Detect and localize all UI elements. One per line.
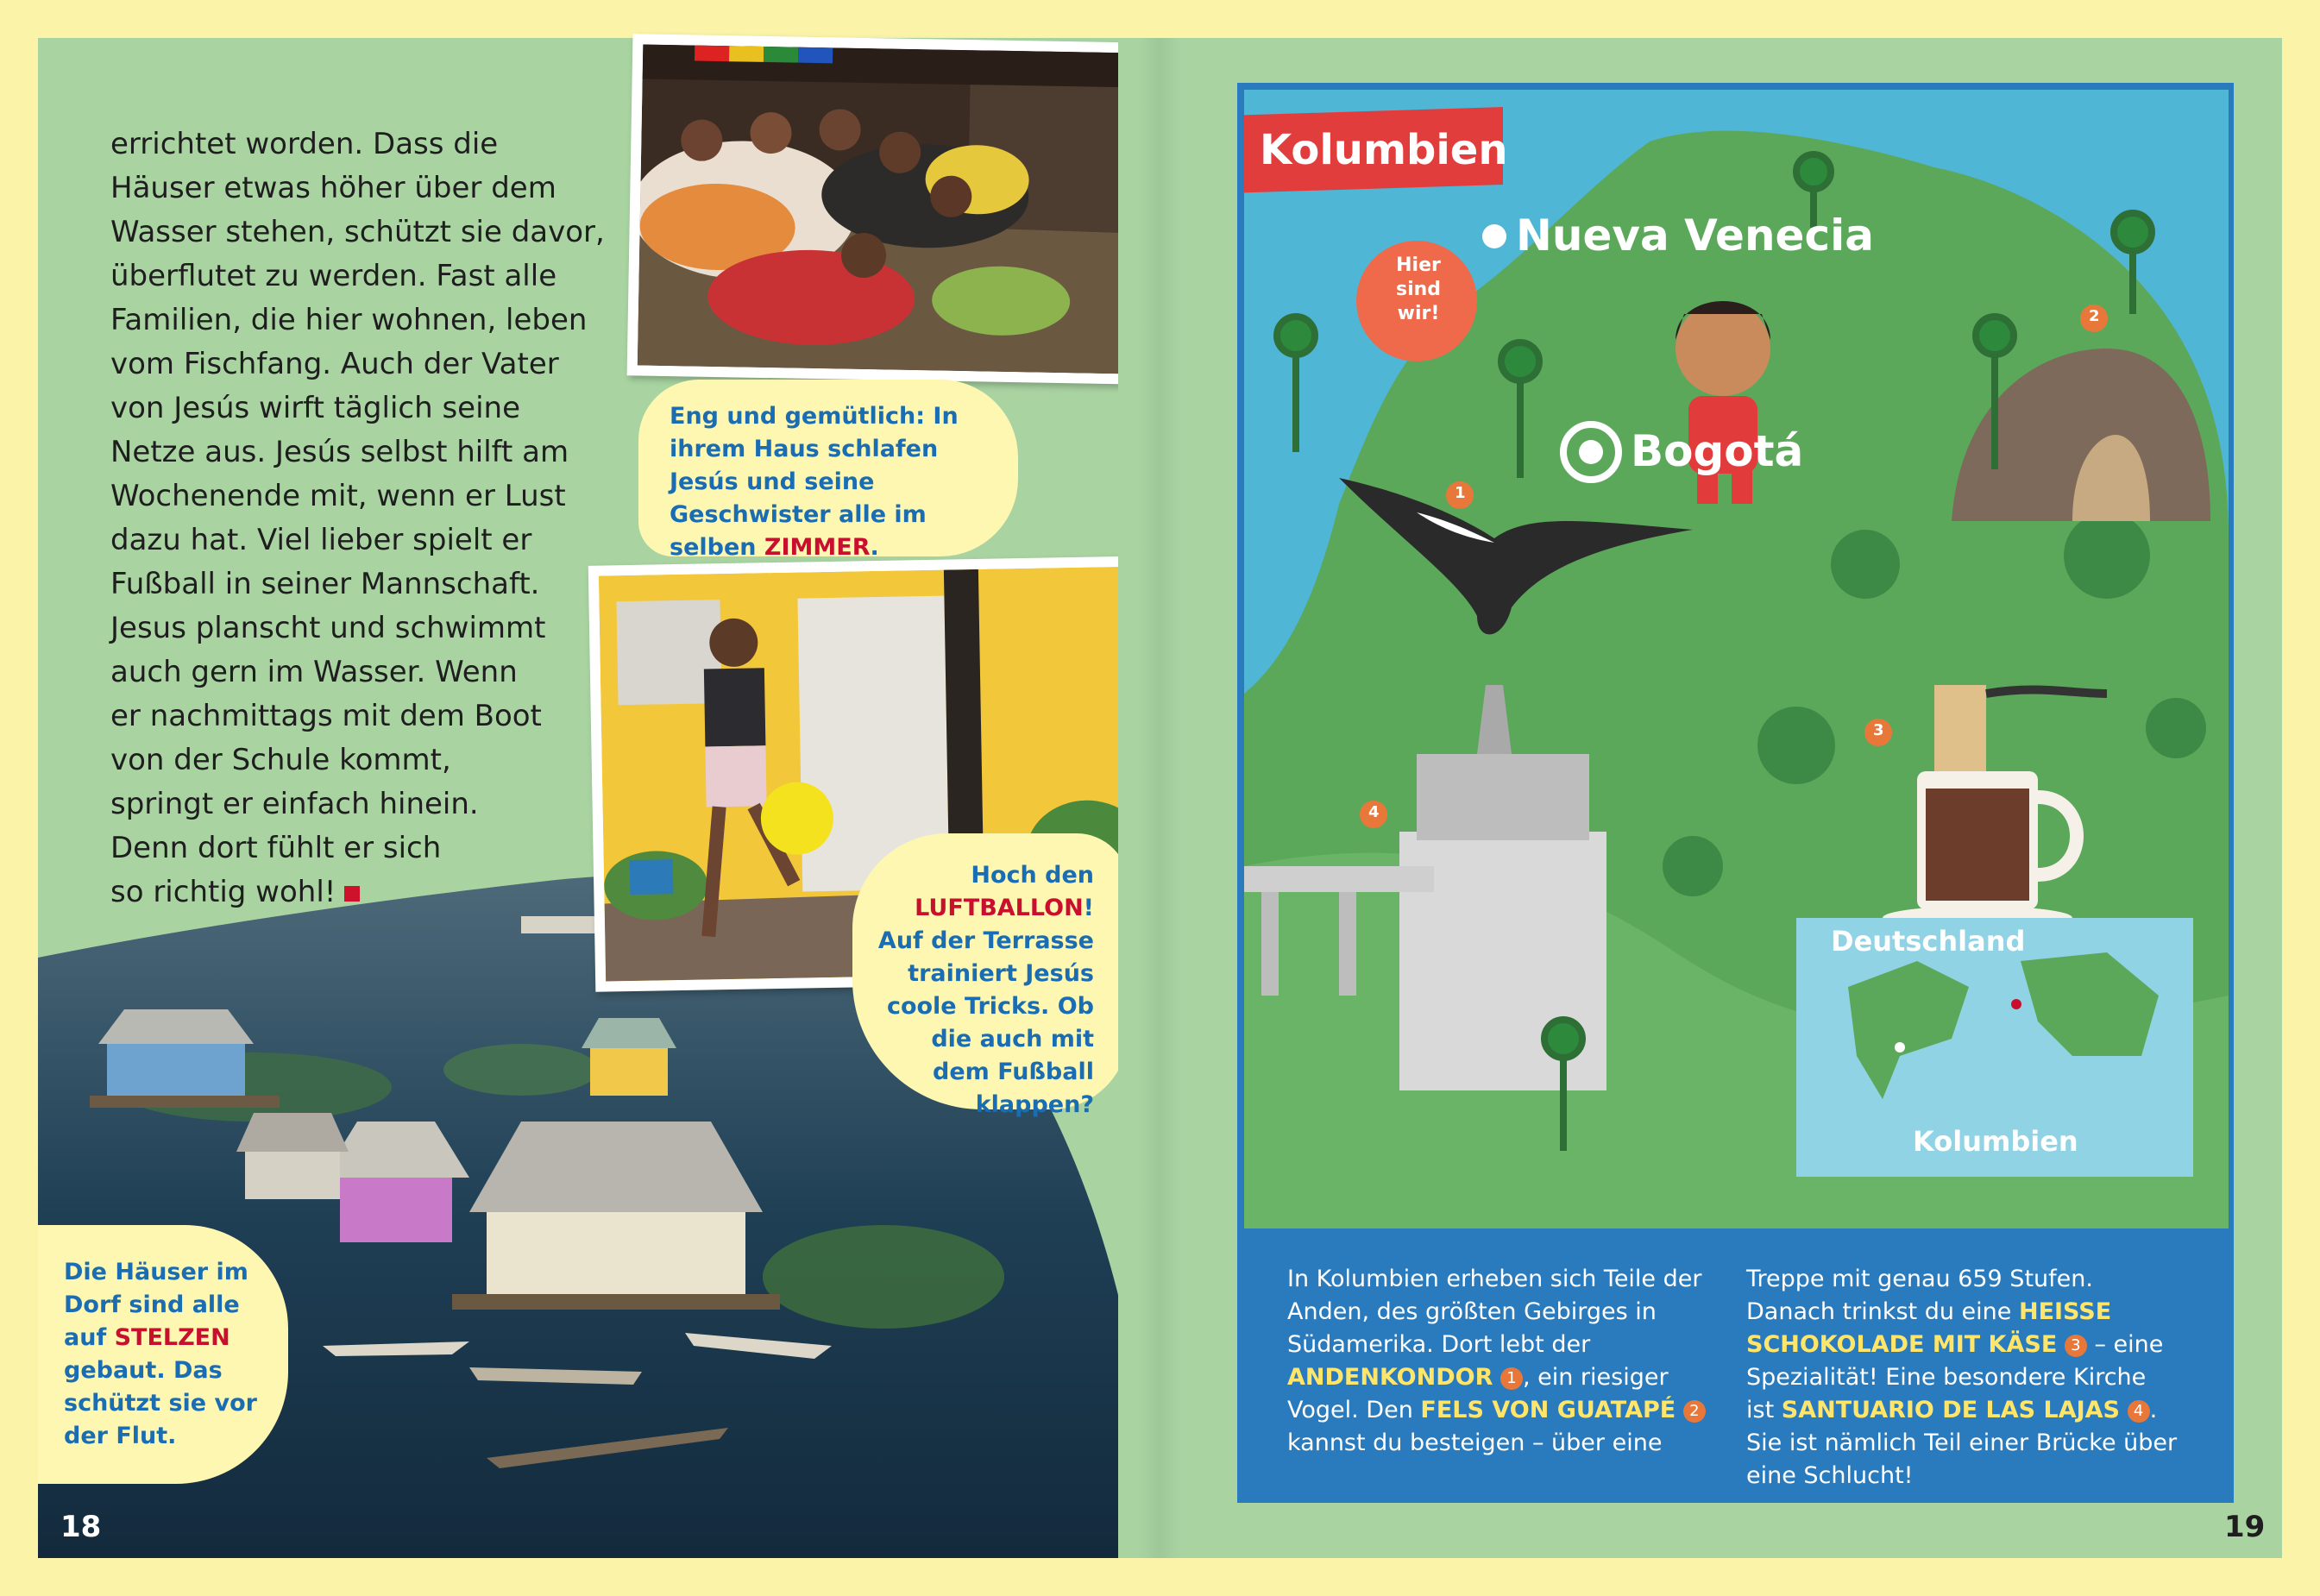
body-line: springt er einfach hinein. (110, 787, 479, 821)
number-marker-icon: 4 (2128, 1400, 2150, 1423)
number-marker-icon: 3 (2065, 1335, 2087, 1357)
inset-label-deutschland: Deutschland (1831, 925, 2026, 958)
sleeping-photo-image (638, 44, 1191, 374)
map-marker-1: 1 (1455, 484, 1466, 502)
body-line: auch gern im Wasser. Wenn (110, 655, 518, 689)
desc-highlight: SANTUARIO DE LAS LAJAS (1781, 1397, 2120, 1423)
body-line: errichtet worden. Dass die (110, 127, 499, 161)
page-number-right: 19 (2224, 1510, 2266, 1544)
body-line: er nachmittags mit dem Boot (110, 699, 542, 733)
caption-text: Die Häuser im Dorf sind alle auf (64, 1259, 248, 1351)
body-line: vom Fischfang. Auch der Vater (110, 347, 559, 381)
page-number-left: 18 (60, 1510, 102, 1544)
caption-text: gebaut. Das schützt sie vor der Flut. (64, 1357, 257, 1449)
caption-balloon (852, 833, 1129, 1118)
desc-text: Treppe mit genau 659 Stufen. Danach trinkst du eine (1746, 1266, 2093, 1325)
body-line: Wochenende mit, wenn er Lust (110, 479, 566, 513)
page-gutter (1137, 38, 1182, 1558)
end-mark-icon (344, 886, 360, 902)
city-label-bogota: Bogotá (1631, 426, 1804, 476)
number-marker-icon: 2 (1683, 1400, 1706, 1423)
caption-sleeping (638, 380, 1018, 561)
map-marker-2: 2 (2089, 307, 2100, 325)
desc-text: , ein riesiger Vogel. Den (1287, 1364, 1669, 1423)
photo-children-sleeping (627, 34, 1203, 385)
desc-highlight: HEISSE SCHOKOLADE MIT KÄSE (1746, 1298, 2112, 1358)
caption-stilts (38, 1225, 288, 1484)
body-line: von Jesús wirft täglich seine (110, 391, 520, 425)
body-line: Häuser etwas höher über dem (110, 171, 556, 205)
body-line: Fußball in seiner Mannschaft. (110, 567, 540, 601)
map-description (1237, 1239, 2234, 1503)
inset-label-kolumbien: Kolumbien (1913, 1125, 2078, 1158)
body-line: Denn dort fühlt er sich (110, 831, 442, 865)
caption-highlight: ZIMMER (764, 534, 871, 561)
body-line: so richtig wohl! (110, 875, 336, 909)
body-line: überflutet zu werden. Fast alle (110, 259, 557, 293)
map-speech-bubble: Hier sind wir! (1395, 254, 1442, 324)
city-label-nueva-venecia: Nueva Venecia (1516, 210, 1874, 261)
caption-highlight: STELZEN (114, 1324, 230, 1351)
body-line: Familien, die hier wohnen, leben (110, 303, 588, 337)
map-title-banner: Kolumbien (1260, 126, 1508, 174)
caption-text: Eng und gemütlich: In ihrem Haus schlafen Jesús und seine Geschwister alle im selben (670, 403, 959, 561)
caption-text: Hoch den (971, 862, 1094, 889)
body-line: Jesus planscht und schwimmt (110, 611, 546, 645)
caption-highlight: LUFTBALLON (915, 895, 1084, 921)
desc-text: kannst du besteigen – über eine (1287, 1429, 1663, 1456)
desc-text: . Sie ist nämlich Teil einer Brücke über eine Schlucht! (1746, 1397, 2178, 1489)
desc-highlight: ANDENKONDOR (1287, 1364, 1493, 1391)
body-line: von der Schule kommt, (110, 743, 451, 777)
number-marker-icon: 1 (1500, 1367, 1523, 1390)
colombia-map (1244, 90, 2229, 1228)
map-marker-4: 4 (1368, 803, 1380, 821)
body-line: dazu hat. Viel lieber spielt er (110, 523, 532, 557)
caption-text: ! Auf der Terrasse trainiert Jesús coole Tricks. Ob die auch mit dem Fußball klappen? (877, 895, 1094, 1118)
caption-text: . (870, 534, 879, 561)
map-marker-3: 3 (1873, 721, 1884, 739)
article-body-text (110, 123, 628, 914)
body-line: Netze aus. Jesús selbst hilft am (110, 435, 569, 469)
body-line: Wasser stehen, schützt sie davor, (110, 215, 605, 249)
map-description-col1 (1287, 1263, 1719, 1460)
desc-text: In Kolumbien erheben sich Teile der Anden, des größten Gebirges in Südamerika. Dort lebt der (1287, 1266, 1702, 1358)
map-description-col2 (1746, 1263, 2178, 1492)
desc-highlight: FELS VON GUATAPÉ (1420, 1397, 1676, 1423)
desc-text: – eine Spezialität! Eine besondere Kirche ist (1746, 1331, 2164, 1423)
